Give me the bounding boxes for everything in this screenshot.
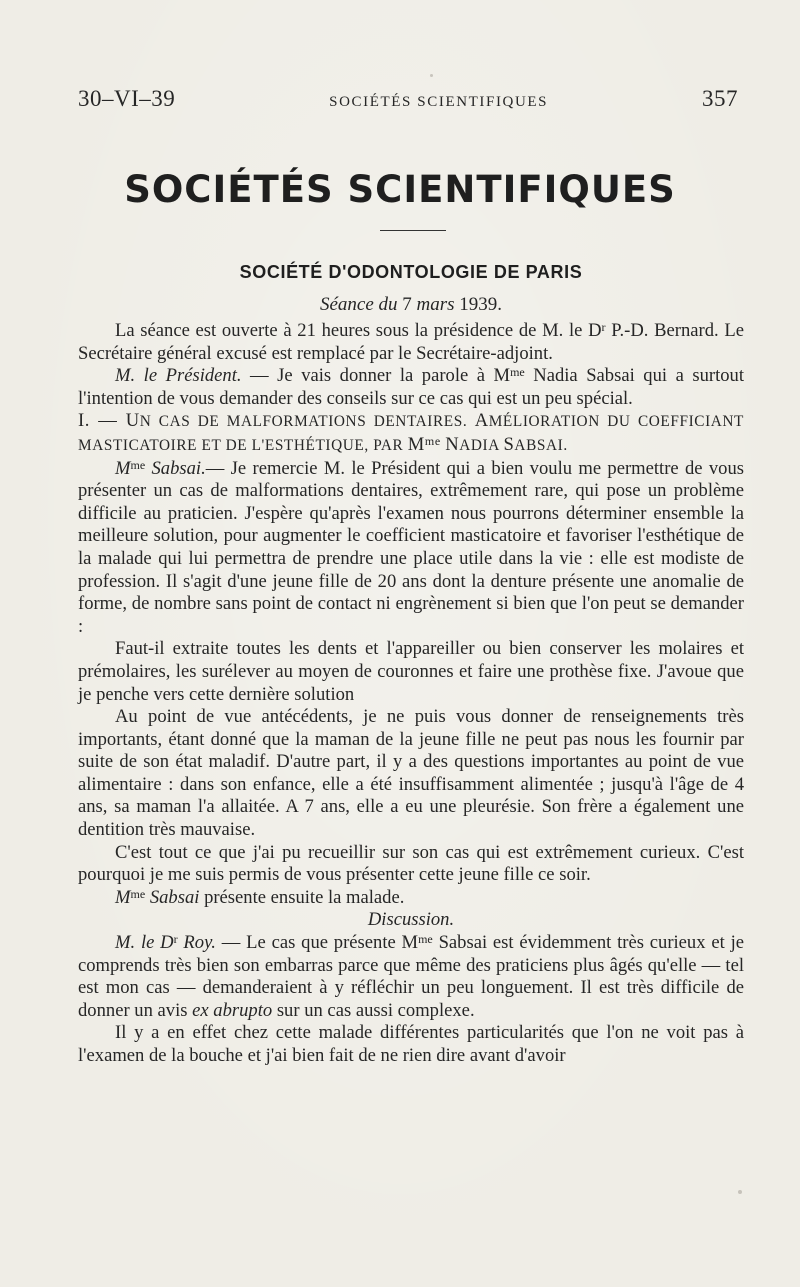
paragraph-conclusion: C'est tout ce que j'ai pu recueillir sur son cas qui est extrêmement curieux. C'est pourquoi je me suis permis de vous présenter cette jeune fille ce soir.: [78, 841, 744, 886]
h-cap2: A: [474, 410, 489, 432]
issue-date: 30–VI–39: [78, 86, 176, 111]
p7-sup: me: [130, 886, 146, 901]
p8-text-c: sur un cas aussi complexe.: [272, 999, 475, 1021]
discussion-heading: Discussion.: [367, 909, 455, 931]
h-cap3: M: [407, 433, 425, 455]
h-cap5: S: [503, 433, 515, 455]
p2-sup: me: [510, 365, 525, 380]
page-number: 357: [702, 86, 738, 111]
p8-sup: me: [418, 932, 433, 947]
h-sup: me: [424, 433, 441, 448]
paragraph-roy: [78, 932, 744, 1022]
paragraph-presentation: [78, 887, 744, 910]
paper-speck: [738, 1190, 742, 1194]
p2-text-b: Nadia Sabsai qui a surtout l'intention de vous demander des conseils sur ce cas qui est un peu spécial.: [78, 365, 745, 409]
h-t1: N CAS DE MALFORMATIONS DENTAIRES.: [139, 413, 475, 431]
speaker-roy-a: M. le D: [115, 932, 174, 954]
paper-speck: [430, 74, 433, 77]
session-suffix: .: [497, 294, 503, 315]
p8-text-a: — Le cas que présente M: [215, 932, 419, 954]
article-body: [78, 320, 744, 1068]
session-day: 7: [402, 294, 412, 315]
society-heading: SOCIÉTÉ D'ODONTOLOGIE DE PARIS: [239, 262, 583, 282]
p8-italic: ex abrupto: [192, 999, 273, 1021]
p3-sup: me: [130, 457, 146, 472]
case-heading: [78, 410, 744, 457]
p7-name: Sabsai: [145, 886, 200, 908]
session-year: 1939: [459, 294, 498, 315]
h-cap4: N: [445, 433, 460, 455]
paragraph-opening: [78, 320, 744, 365]
running-head: [78, 86, 738, 114]
paragraph-antecedents: Au point de vue antécédents, je ne puis vous donner de renseignements très importants, étant donné que la maman de la jeune fille ne peut pas nous les fournir par suite de son état maladif. D'autre part, il y a des questions importantes au point de vue alimentaire : dans son enfance, elle a été insuffisamment alimentée ; jusqu'à l'âge de 4 ans, sa maman l'a allaitée. A 7 ans, elle a eu une pleurésie. Son frère a également une dentition très mauvaise.: [78, 706, 744, 841]
p1-text-a: La séance est ouverte à 21 heures sous la présidence de M. le D: [115, 320, 602, 341]
p1-text-b: P.-D. Bernard. Le Secrétaire général excusé est remplacé par le Secrétaire-adjoint.: [78, 320, 744, 364]
p7-m: M: [115, 886, 131, 908]
running-title: SOCIÉTÉS SCIENTIFIQUES: [329, 94, 549, 110]
session-date: [0, 294, 800, 316]
section-title: SOCIÉTÉS SCIENTIFIQUES: [124, 168, 676, 211]
p7-text: présente ensuite la malade.: [199, 886, 405, 908]
p8-text-b: Sabsai est évidemment très curieux et je comprends très bien son embarras parce que même des praticiens plus âgés qu'elle — tel est mon cas — demanderaient à y réfléchir un peu longuement. Il est très difficile de donner un avis: [78, 932, 744, 1021]
speaker-roy-b: Roy.: [177, 932, 216, 954]
h-t4: ADIA: [459, 436, 504, 454]
p3-text: — Je remercie M. le Président qui a bien voulu me permettre de vous présenter un cas de malformations dentaires, extrêmement rare, qui pose un problème difficile au praticien. J'espère qu'après l'examen nous pourrons déterminer ensemble la meilleure solution, pour augmenter le coefficient masticatoire et favoriser l'esthétique de la malade qui lui permettra de prendre une place utile dans la vie : elle est modiste de profession. Il s'agit d'une jeune fille de 20 ans dont la denture présente une anomalie de forme, de nombre sans point de contact ni engrènement si bien que l'on peut se demander :: [78, 457, 744, 637]
case-number: I. —: [78, 410, 126, 432]
h-cap1: U: [125, 410, 140, 432]
h-t2: MÉLIORATION DU COEFFICIANT MASTICATOIRE ET DE L'ESTHÉTIQUE, PAR: [78, 413, 744, 454]
session-month: mars: [411, 294, 460, 315]
paragraph-president: [78, 365, 744, 410]
speaker-president: M. le Président.: [115, 365, 242, 387]
speaker-sabsai: Sabsai.: [145, 457, 206, 479]
p3-m: M: [115, 457, 131, 479]
session-prefix: Séance du: [319, 294, 403, 315]
paragraph-question: Faut-il extraite toutes les dents et l'appareiller ou bien conserver les molaires et prémolaires, les surélever au moyen de couronnes et faire une prothèse fixe. J'avoue que je penche vers cette dernière solution: [78, 638, 744, 705]
paragraph-particularities: Il y a en effet chez cette malade différentes particularités que l'on ne voit pas à l'examen de la bouche et j'ai bien fait de ne rien dire avant d'avoir: [78, 1022, 744, 1066]
p2-text-a: — Je vais donner la parole à M: [241, 365, 511, 387]
title-rule: [380, 230, 446, 231]
p1-sup: r: [601, 320, 606, 334]
h-t5: ABSAI.: [514, 436, 568, 454]
paragraph-sabsai-intro: [78, 458, 744, 639]
speaker-roy-sup: r: [173, 932, 178, 947]
